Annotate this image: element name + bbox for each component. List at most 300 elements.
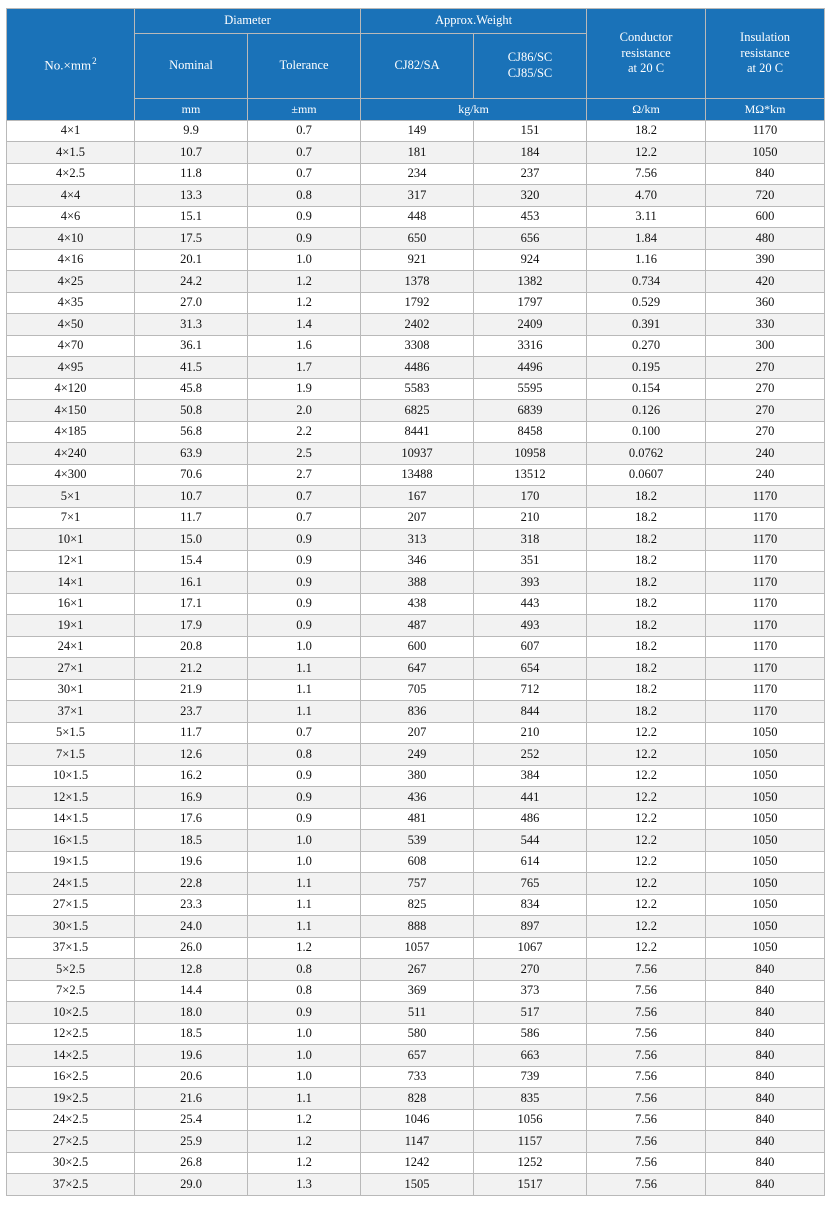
- table-cell: 393: [474, 572, 587, 594]
- table-cell: 436: [361, 787, 474, 809]
- table-cell: 1.0: [248, 1066, 361, 1088]
- table-cell: 24.2: [135, 271, 248, 293]
- cell-size: 7×1.5: [7, 744, 135, 766]
- table-row: [7, 464, 825, 486]
- table-cell: 1505: [361, 1174, 474, 1196]
- table-cell: 0.9: [248, 593, 361, 615]
- table-cell: 1056: [474, 1109, 587, 1131]
- table-cell: 12.8: [135, 959, 248, 981]
- table-cell: 6839: [474, 400, 587, 422]
- table-cell: 20.6: [135, 1066, 248, 1088]
- table-row: [7, 830, 825, 852]
- table-cell: 1050: [706, 722, 825, 744]
- cell-size: 19×1.5: [7, 851, 135, 873]
- table-row: [7, 636, 825, 658]
- cell-size: 4×25: [7, 271, 135, 293]
- table-cell: 1170: [706, 550, 825, 572]
- table-cell: 270: [706, 357, 825, 379]
- table-cell: 388: [361, 572, 474, 594]
- table-cell: 7.56: [587, 1088, 706, 1110]
- table-cell: 15.0: [135, 529, 248, 551]
- table-row: [7, 959, 825, 981]
- table-cell: 438: [361, 593, 474, 615]
- table-cell: 657: [361, 1045, 474, 1067]
- table-cell: 1.0: [248, 1045, 361, 1067]
- table-cell: 1.1: [248, 894, 361, 916]
- table-cell: 360: [706, 292, 825, 314]
- table-cell: 840: [706, 1066, 825, 1088]
- table-cell: 840: [706, 1131, 825, 1153]
- table-cell: 318: [474, 529, 587, 551]
- table-cell: 1.2: [248, 937, 361, 959]
- table-cell: 346: [361, 550, 474, 572]
- table-cell: 170: [474, 486, 587, 508]
- table-cell: 12.2: [587, 142, 706, 164]
- table-cell: 0.0607: [587, 464, 706, 486]
- cell-size: 4×1: [7, 120, 135, 142]
- table-cell: 1067: [474, 937, 587, 959]
- table-cell: 0.7: [248, 486, 361, 508]
- cell-size: 10×2.5: [7, 1002, 135, 1024]
- table-cell: 0.9: [248, 615, 361, 637]
- table-cell: 1.0: [248, 636, 361, 658]
- table-cell: 330: [706, 314, 825, 336]
- table-cell: 840: [706, 959, 825, 981]
- table-cell: 17.1: [135, 593, 248, 615]
- table-cell: 45.8: [135, 378, 248, 400]
- table-cell: 4.70: [587, 185, 706, 207]
- table-cell: 1050: [706, 787, 825, 809]
- table-cell: 0.100: [587, 421, 706, 443]
- table-cell: 21.6: [135, 1088, 248, 1110]
- table-cell: 21.2: [135, 658, 248, 680]
- table-cell: 270: [706, 421, 825, 443]
- table-cell: 18.2: [587, 550, 706, 572]
- cell-size: 4×95: [7, 357, 135, 379]
- header-conductor-resistance-line1: Conductor: [619, 29, 673, 44]
- table-cell: 517: [474, 1002, 587, 1024]
- table-cell: 18.2: [587, 529, 706, 551]
- header-conductor-resistance: [587, 9, 706, 99]
- table-row: [7, 1002, 825, 1024]
- table-cell: 11.8: [135, 163, 248, 185]
- table-cell: 6825: [361, 400, 474, 422]
- table-cell: 1170: [706, 120, 825, 142]
- table-cell: 840: [706, 1088, 825, 1110]
- unit-weight: kg/km: [361, 98, 587, 120]
- table-cell: 828: [361, 1088, 474, 1110]
- cell-size: 14×1.5: [7, 808, 135, 830]
- table-cell: 1170: [706, 701, 825, 723]
- table-cell: 0.9: [248, 765, 361, 787]
- table-cell: 840: [706, 1002, 825, 1024]
- table-cell: 36.1: [135, 335, 248, 357]
- table-cell: 18.2: [587, 658, 706, 680]
- cell-size: 4×2.5: [7, 163, 135, 185]
- table-cell: 12.2: [587, 787, 706, 809]
- table-row: [7, 507, 825, 529]
- header-insulation-resistance: [706, 9, 825, 99]
- cell-size: 4×16: [7, 249, 135, 271]
- table-cell: 1242: [361, 1152, 474, 1174]
- table-cell: 7.56: [587, 1109, 706, 1131]
- table-cell: 13512: [474, 464, 587, 486]
- table-cell: 1.0: [248, 249, 361, 271]
- table-cell: 249: [361, 744, 474, 766]
- table-cell: 18.2: [587, 120, 706, 142]
- table-cell: 4486: [361, 357, 474, 379]
- table-cell: 835: [474, 1088, 587, 1110]
- table-cell: 1.0: [248, 1023, 361, 1045]
- table-row: [7, 808, 825, 830]
- table-cell: 313: [361, 529, 474, 551]
- table-cell: 924: [474, 249, 587, 271]
- table-row: [7, 120, 825, 142]
- header-group-diameter: Diameter: [135, 9, 361, 34]
- table-row: [7, 206, 825, 228]
- table-row: [7, 916, 825, 938]
- table-cell: 1.84: [587, 228, 706, 250]
- table-cell: 237: [474, 163, 587, 185]
- table-row: [7, 314, 825, 336]
- table-cell: 586: [474, 1023, 587, 1045]
- table-cell: 0.8: [248, 185, 361, 207]
- table-cell: 1.1: [248, 1088, 361, 1110]
- table-cell: 270: [474, 959, 587, 981]
- table-cell: 22.8: [135, 873, 248, 895]
- table-cell: 2.0: [248, 400, 361, 422]
- header-conductor-resistance-line3: at 20 C: [627, 61, 665, 76]
- table-row: [7, 787, 825, 809]
- cell-size: 12×1: [7, 550, 135, 572]
- table-cell: 41.5: [135, 357, 248, 379]
- table-row: [7, 357, 825, 379]
- table-cell: 1.2: [248, 271, 361, 293]
- cell-size: 19×2.5: [7, 1088, 135, 1110]
- table-row: [7, 937, 825, 959]
- table-cell: 12.2: [587, 916, 706, 938]
- table-cell: 1157: [474, 1131, 587, 1153]
- table-row: [7, 679, 825, 701]
- table-cell: 149: [361, 120, 474, 142]
- table-cell: 663: [474, 1045, 587, 1067]
- table-cell: 151: [474, 120, 587, 142]
- table-cell: 1.16: [587, 249, 706, 271]
- table-cell: 921: [361, 249, 474, 271]
- table-cell: 10958: [474, 443, 587, 465]
- table-cell: 1050: [706, 808, 825, 830]
- table-row: [7, 163, 825, 185]
- table-cell: 167: [361, 486, 474, 508]
- table-cell: 2402: [361, 314, 474, 336]
- table-cell: 12.2: [587, 937, 706, 959]
- table-cell: 270: [706, 400, 825, 422]
- table-cell: 18.2: [587, 679, 706, 701]
- table-cell: 18.2: [587, 701, 706, 723]
- table-cell: 267: [361, 959, 474, 981]
- table-cell: 1252: [474, 1152, 587, 1174]
- cell-size: 12×2.5: [7, 1023, 135, 1045]
- cell-size: 5×1: [7, 486, 135, 508]
- cell-size: 16×1.5: [7, 830, 135, 852]
- table-cell: 29.0: [135, 1174, 248, 1196]
- table-cell: 210: [474, 507, 587, 529]
- table-cell: 1.2: [248, 292, 361, 314]
- table-row: [7, 615, 825, 637]
- table-cell: 0.8: [248, 980, 361, 1002]
- table-cell: 1.1: [248, 679, 361, 701]
- table-row: [7, 894, 825, 916]
- table-cell: 23.7: [135, 701, 248, 723]
- table-cell: 20.8: [135, 636, 248, 658]
- table-row: [7, 722, 825, 744]
- table-cell: 1050: [706, 894, 825, 916]
- table-cell: 1.3: [248, 1174, 361, 1196]
- table-cell: 13.3: [135, 185, 248, 207]
- header-insulation-resistance-line3: at 20 C: [746, 61, 784, 76]
- table-cell: 1.2: [248, 1131, 361, 1153]
- table-cell: 8441: [361, 421, 474, 443]
- table-cell: 373: [474, 980, 587, 1002]
- table-row: [7, 400, 825, 422]
- table-cell: 840: [706, 163, 825, 185]
- table-body: [7, 120, 825, 1195]
- table-cell: 15.4: [135, 550, 248, 572]
- cell-size: 24×1: [7, 636, 135, 658]
- table-cell: 12.2: [587, 851, 706, 873]
- table-cell: 1378: [361, 271, 474, 293]
- table-cell: 25.4: [135, 1109, 248, 1131]
- header-nominal: Nominal: [135, 33, 248, 98]
- cell-size: 27×1.5: [7, 894, 135, 916]
- table-row: [7, 1066, 825, 1088]
- table-row: [7, 335, 825, 357]
- table-cell: 351: [474, 550, 587, 572]
- cell-size: 4×35: [7, 292, 135, 314]
- table-cell: 11.7: [135, 507, 248, 529]
- unit-tolerance: ±mm: [248, 98, 361, 120]
- table-cell: 181: [361, 142, 474, 164]
- table-cell: 1.9: [248, 378, 361, 400]
- table-cell: 240: [706, 464, 825, 486]
- table-cell: 12.2: [587, 873, 706, 895]
- cell-size: 10×1: [7, 529, 135, 551]
- table-cell: 1.0: [248, 830, 361, 852]
- table-cell: 0.270: [587, 335, 706, 357]
- table-cell: 1046: [361, 1109, 474, 1131]
- table-cell: 1050: [706, 851, 825, 873]
- table-cell: 840: [706, 1174, 825, 1196]
- table-cell: 1792: [361, 292, 474, 314]
- table-row: [7, 292, 825, 314]
- table-cell: 0.9: [248, 572, 361, 594]
- table-cell: 1170: [706, 572, 825, 594]
- table-cell: 453: [474, 206, 587, 228]
- table-cell: 0.7: [248, 722, 361, 744]
- table-cell: 0.391: [587, 314, 706, 336]
- table-cell: 481: [361, 808, 474, 830]
- table-cell: 1050: [706, 916, 825, 938]
- cell-size: 4×185: [7, 421, 135, 443]
- table-cell: 14.4: [135, 980, 248, 1002]
- cell-size: 14×1: [7, 572, 135, 594]
- table-cell: 3.11: [587, 206, 706, 228]
- table-cell: 31.3: [135, 314, 248, 336]
- unit-conductor-resistance: Ω/km: [587, 98, 706, 120]
- cell-size: 5×1.5: [7, 722, 135, 744]
- table-cell: 0.734: [587, 271, 706, 293]
- cell-size: 27×1: [7, 658, 135, 680]
- table-cell: 539: [361, 830, 474, 852]
- table-cell: 0.9: [248, 529, 361, 551]
- table-cell: 614: [474, 851, 587, 873]
- cell-size: 12×1.5: [7, 787, 135, 809]
- table-row: [7, 421, 825, 443]
- header-insulation-resistance-line1: Insulation: [740, 29, 791, 44]
- table-row: [7, 593, 825, 615]
- cell-size: 24×1.5: [7, 873, 135, 895]
- table-cell: 720: [706, 185, 825, 207]
- table-row: [7, 744, 825, 766]
- table-cell: 607: [474, 636, 587, 658]
- table-cell: 1.7: [248, 357, 361, 379]
- table-cell: 19.6: [135, 851, 248, 873]
- table-cell: 7.56: [587, 959, 706, 981]
- table-cell: 19.6: [135, 1045, 248, 1067]
- table-cell: 21.9: [135, 679, 248, 701]
- table-cell: 650: [361, 228, 474, 250]
- table-row: [7, 249, 825, 271]
- table-cell: 1170: [706, 615, 825, 637]
- unit-diameter: mm: [135, 98, 248, 120]
- table-row: [7, 142, 825, 164]
- table-row: [7, 658, 825, 680]
- table-cell: 0.9: [248, 550, 361, 572]
- table-cell: 0.126: [587, 400, 706, 422]
- table-cell: 13488: [361, 464, 474, 486]
- table-cell: 7.56: [587, 980, 706, 1002]
- table-row: [7, 1045, 825, 1067]
- table-cell: 840: [706, 980, 825, 1002]
- table-cell: 733: [361, 1066, 474, 1088]
- table-cell: 1.2: [248, 1109, 361, 1131]
- unit-insulation-resistance: MΩ*km: [706, 98, 825, 120]
- table-row: [7, 271, 825, 293]
- table-cell: 1050: [706, 765, 825, 787]
- table-cell: 56.8: [135, 421, 248, 443]
- table-cell: 840: [706, 1045, 825, 1067]
- table-row: [7, 980, 825, 1002]
- table-cell: 207: [361, 722, 474, 744]
- table-cell: 647: [361, 658, 474, 680]
- table-cell: 0.9: [248, 228, 361, 250]
- table-cell: 23.3: [135, 894, 248, 916]
- table-cell: 4496: [474, 357, 587, 379]
- table-cell: 1.6: [248, 335, 361, 357]
- table-cell: 1.2: [248, 1152, 361, 1174]
- table-cell: 0.9: [248, 206, 361, 228]
- table-cell: 654: [474, 658, 587, 680]
- table-cell: 26.8: [135, 1152, 248, 1174]
- table-row: [7, 851, 825, 873]
- table-cell: 16.2: [135, 765, 248, 787]
- table-cell: 1050: [706, 830, 825, 852]
- table-cell: 1057: [361, 937, 474, 959]
- table-row: [7, 378, 825, 400]
- cell-size: 7×2.5: [7, 980, 135, 1002]
- cell-size: 37×1: [7, 701, 135, 723]
- table-cell: 443: [474, 593, 587, 615]
- table-cell: 234: [361, 163, 474, 185]
- table-cell: 1797: [474, 292, 587, 314]
- table-cell: 7.56: [587, 1174, 706, 1196]
- table-cell: 390: [706, 249, 825, 271]
- table-cell: 480: [706, 228, 825, 250]
- cell-size: 14×2.5: [7, 1045, 135, 1067]
- cell-size: 4×150: [7, 400, 135, 422]
- table-cell: 25.9: [135, 1131, 248, 1153]
- table-cell: 825: [361, 894, 474, 916]
- table-cell: 320: [474, 185, 587, 207]
- table-cell: 1.1: [248, 916, 361, 938]
- table-row: [7, 228, 825, 250]
- table-cell: 712: [474, 679, 587, 701]
- header-insulation-resistance-line2: resistance: [740, 45, 790, 60]
- cell-size: 30×1: [7, 679, 135, 701]
- cable-spec-table: [6, 8, 825, 1196]
- table-cell: 544: [474, 830, 587, 852]
- table-cell: 608: [361, 851, 474, 873]
- table-cell: 18.2: [587, 572, 706, 594]
- table-cell: 26.0: [135, 937, 248, 959]
- table-cell: 2.2: [248, 421, 361, 443]
- table-cell: 18.2: [587, 615, 706, 637]
- header-group-weight: Approx.Weight: [361, 9, 587, 34]
- table-cell: 1170: [706, 507, 825, 529]
- table-row: [7, 1109, 825, 1131]
- header-size-exponent: 2: [92, 55, 97, 66]
- table-cell: 739: [474, 1066, 587, 1088]
- table-cell: 1.1: [248, 873, 361, 895]
- table-cell: 16.9: [135, 787, 248, 809]
- cell-size: 10×1.5: [7, 765, 135, 787]
- table-row: [7, 550, 825, 572]
- table-row: [7, 1174, 825, 1196]
- table-cell: 11.7: [135, 722, 248, 744]
- table-cell: 2.7: [248, 464, 361, 486]
- table-cell: 5583: [361, 378, 474, 400]
- table-cell: 511: [361, 1002, 474, 1024]
- cell-size: 5×2.5: [7, 959, 135, 981]
- cell-size: 24×2.5: [7, 1109, 135, 1131]
- cell-size: 4×6: [7, 206, 135, 228]
- table-cell: 12.2: [587, 722, 706, 744]
- table-cell: 12.2: [587, 830, 706, 852]
- table-cell: 12.6: [135, 744, 248, 766]
- table-row: [7, 1131, 825, 1153]
- table-cell: 10.7: [135, 142, 248, 164]
- table-cell: 0.7: [248, 163, 361, 185]
- table-cell: 1147: [361, 1131, 474, 1153]
- table-cell: 184: [474, 142, 587, 164]
- table-cell: 270: [706, 378, 825, 400]
- table-cell: 897: [474, 916, 587, 938]
- table-cell: 836: [361, 701, 474, 723]
- table-cell: 63.9: [135, 443, 248, 465]
- table-cell: 15.1: [135, 206, 248, 228]
- table-row: [7, 701, 825, 723]
- table-row: [7, 1088, 825, 1110]
